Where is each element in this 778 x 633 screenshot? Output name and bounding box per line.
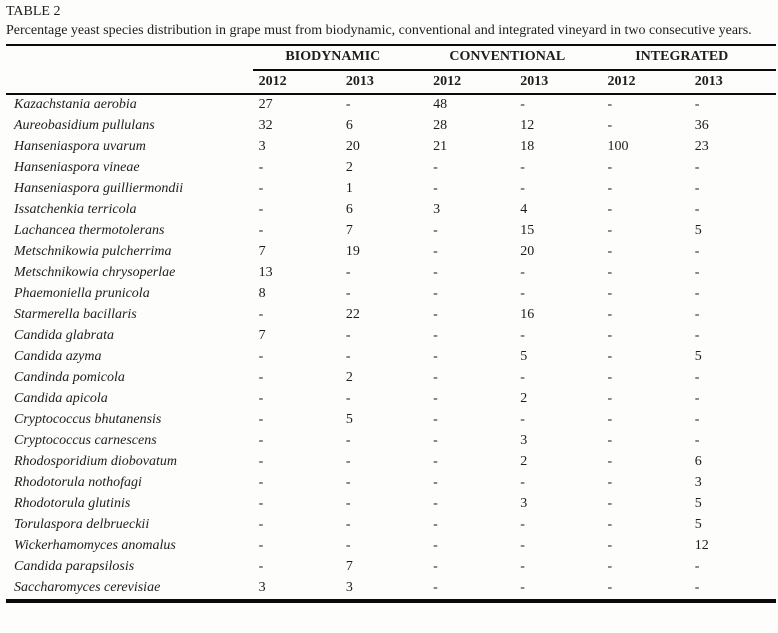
value-cell: - xyxy=(258,496,264,511)
value-cell: - xyxy=(433,559,438,574)
value-cell: 5 xyxy=(694,517,702,532)
value-cell: - xyxy=(433,580,438,595)
species-name: Hanseniaspora guilliermondii xyxy=(14,181,184,196)
table-row xyxy=(6,452,776,473)
value-cell: - xyxy=(520,412,525,427)
table-row xyxy=(6,221,776,242)
value-cell: - xyxy=(607,181,613,196)
value-cell: - xyxy=(258,307,264,322)
value-cell: - xyxy=(345,517,351,532)
species-name: Lachancea thermotolerans xyxy=(14,223,165,238)
value-cell: 3 xyxy=(520,433,528,448)
value-cell: - xyxy=(607,370,613,385)
value-cell: - xyxy=(520,370,525,385)
value-cell: - xyxy=(258,412,264,427)
yeast-distribution-table xyxy=(6,44,776,603)
value-cell: - xyxy=(433,181,438,196)
value-cell: - xyxy=(694,328,700,343)
species-name: Metschnikowia chrysoperlae xyxy=(14,265,176,280)
value-cell: 23 xyxy=(694,139,709,154)
value-cell: 2 xyxy=(520,391,528,406)
value-cell: 5 xyxy=(694,349,702,364)
value-cell: - xyxy=(607,433,613,448)
species-name: Candida glabrata xyxy=(14,328,114,343)
value-cell: 3 xyxy=(345,580,353,595)
table-row xyxy=(6,431,776,452)
value-cell: - xyxy=(607,454,613,469)
table-row xyxy=(6,137,776,158)
value-cell: - xyxy=(433,160,438,175)
value-cell: 32 xyxy=(258,118,273,133)
group-header-biodynamic: BIODYNAMIC xyxy=(253,45,427,70)
value-cell: 6 xyxy=(345,202,353,217)
value-cell: 4 xyxy=(520,202,528,217)
value-cell: - xyxy=(345,454,351,469)
value-cell: - xyxy=(607,559,613,574)
value-cell: 20 xyxy=(345,139,360,154)
value-cell: - xyxy=(433,517,438,532)
value-cell: - xyxy=(694,160,700,175)
value-cell: - xyxy=(607,118,613,133)
table-row xyxy=(6,578,776,601)
species-name: Metschnikowia pulcherrima xyxy=(14,244,172,259)
value-cell: - xyxy=(520,181,525,196)
value-cell: - xyxy=(258,454,264,469)
value-cell: - xyxy=(433,244,438,259)
species-name: Wickerhamomyces anomalus xyxy=(14,538,176,553)
value-cell: - xyxy=(258,517,264,532)
value-cell: 7 xyxy=(258,328,266,343)
value-cell: 5 xyxy=(345,412,353,427)
year-header-row xyxy=(6,70,776,94)
value-cell: - xyxy=(520,538,525,553)
table-row xyxy=(6,116,776,137)
value-cell: - xyxy=(258,559,264,574)
species-name: Cryptococcus bhutanensis xyxy=(14,412,162,427)
value-cell: - xyxy=(258,370,264,385)
species-name: Candinda pomicola xyxy=(14,370,125,385)
value-cell: 18 xyxy=(520,139,535,154)
value-cell: - xyxy=(258,202,264,217)
value-cell: 8 xyxy=(258,286,266,301)
value-cell: 6 xyxy=(694,454,702,469)
value-cell: 21 xyxy=(433,139,448,154)
corner-cell xyxy=(6,45,253,70)
table-row xyxy=(6,94,776,116)
group-header-integrated: INTEGRATED xyxy=(602,45,776,70)
table-row xyxy=(6,515,776,536)
value-cell: 13 xyxy=(258,265,273,280)
value-cell: - xyxy=(520,160,525,175)
value-cell: - xyxy=(258,433,264,448)
value-cell: - xyxy=(258,391,264,406)
value-cell: 3 xyxy=(258,580,266,595)
value-cell: - xyxy=(694,412,700,427)
value-cell: - xyxy=(345,538,351,553)
value-cell: - xyxy=(694,265,700,280)
value-cell: - xyxy=(433,433,438,448)
value-cell: - xyxy=(520,475,525,490)
value-cell: - xyxy=(258,223,264,238)
table-row xyxy=(6,410,776,431)
value-cell: - xyxy=(607,265,613,280)
species-name: Rhodotorula glutinis xyxy=(14,496,131,511)
year-header: 2012 xyxy=(427,70,514,94)
value-cell: - xyxy=(258,181,264,196)
value-cell: 3 xyxy=(433,202,441,217)
value-cell: 6 xyxy=(345,118,353,133)
species-name: Cryptococcus carnescens xyxy=(14,433,157,448)
species-name: Saccharomyces cerevisiae xyxy=(14,580,161,595)
value-cell: - xyxy=(433,370,438,385)
table-row xyxy=(6,494,776,515)
species-name: Candida parapsilosis xyxy=(14,559,135,574)
value-cell: - xyxy=(694,202,700,217)
value-cell: - xyxy=(345,496,351,511)
table-row xyxy=(6,389,776,410)
value-cell: - xyxy=(607,349,613,364)
value-cell: 5 xyxy=(520,349,528,364)
value-cell: - xyxy=(694,580,700,595)
value-cell: - xyxy=(345,475,351,490)
table-row xyxy=(6,200,776,221)
value-cell: - xyxy=(345,286,351,301)
value-cell: - xyxy=(433,475,438,490)
value-cell: - xyxy=(520,286,525,301)
species-name: Hanseniaspora uvarum xyxy=(14,139,146,154)
species-name: Issatchenkia terricola xyxy=(14,202,137,217)
value-cell: - xyxy=(607,223,613,238)
value-cell: 15 xyxy=(520,223,535,238)
table-row xyxy=(6,347,776,368)
year-header: 2013 xyxy=(340,70,427,94)
species-name: Aureobasidium pullulans xyxy=(14,118,155,133)
value-cell: 7 xyxy=(258,244,266,259)
value-cell: 7 xyxy=(345,223,353,238)
corner-cell xyxy=(6,70,253,94)
value-cell: - xyxy=(607,244,613,259)
value-cell: 16 xyxy=(520,307,535,322)
value-cell: - xyxy=(694,370,700,385)
table-row xyxy=(6,263,776,284)
value-cell: - xyxy=(345,349,351,364)
value-cell: 27 xyxy=(258,97,273,112)
table-row xyxy=(6,473,776,494)
value-cell: - xyxy=(607,517,613,532)
value-cell: 22 xyxy=(345,307,360,322)
value-cell: 100 xyxy=(607,139,629,154)
year-header: 2013 xyxy=(689,70,776,94)
species-name: Candida apicola xyxy=(14,391,108,406)
value-cell: 20 xyxy=(520,244,535,259)
value-cell: - xyxy=(607,391,613,406)
value-cell: - xyxy=(607,538,613,553)
value-cell: 2 xyxy=(520,454,528,469)
value-cell: 7 xyxy=(345,559,353,574)
value-cell: 5 xyxy=(694,223,702,238)
value-cell: - xyxy=(607,202,613,217)
species-name: Starmerella bacillaris xyxy=(14,307,137,322)
value-cell: - xyxy=(520,580,525,595)
species-name: Hanseniaspora vineae xyxy=(14,160,140,175)
group-header-conventional: CONVENTIONAL xyxy=(427,45,601,70)
value-cell: - xyxy=(433,412,438,427)
value-cell: - xyxy=(694,181,700,196)
value-cell: - xyxy=(694,97,700,112)
value-cell: 2 xyxy=(345,160,353,175)
table-label: TABLE 2 xyxy=(6,4,61,19)
species-name: Phaemoniella prunicola xyxy=(14,286,150,301)
value-cell: 12 xyxy=(520,118,535,133)
table-row xyxy=(6,179,776,200)
value-cell: - xyxy=(433,307,438,322)
value-cell: - xyxy=(433,349,438,364)
table-row xyxy=(6,158,776,179)
table-row xyxy=(6,368,776,389)
value-cell: 36 xyxy=(694,118,709,133)
value-cell: - xyxy=(607,307,613,322)
value-cell: - xyxy=(345,265,351,280)
value-cell: - xyxy=(433,265,438,280)
value-cell: - xyxy=(433,454,438,469)
value-cell: - xyxy=(607,412,613,427)
table-row xyxy=(6,326,776,347)
value-cell: 1 xyxy=(345,181,353,196)
value-cell: 19 xyxy=(345,244,360,259)
value-cell: - xyxy=(520,559,525,574)
table-caption: Percentage yeast species distribution in grape must from biodynamic, conventional and integrated vineyard in two consecutive years. xyxy=(6,23,752,38)
value-cell: 3 xyxy=(520,496,528,511)
value-cell: - xyxy=(694,433,700,448)
year-header: 2013 xyxy=(514,70,601,94)
table-body xyxy=(6,94,776,601)
value-cell: - xyxy=(345,328,351,343)
value-cell: - xyxy=(694,307,700,322)
value-cell: - xyxy=(694,244,700,259)
value-cell: 5 xyxy=(694,496,702,511)
value-cell: 48 xyxy=(433,97,448,112)
value-cell: - xyxy=(607,286,613,301)
value-cell: 2 xyxy=(345,370,353,385)
species-name: Candida azyma xyxy=(14,349,102,364)
value-cell: - xyxy=(694,391,700,406)
table-row xyxy=(6,284,776,305)
value-cell: - xyxy=(607,160,613,175)
value-cell: - xyxy=(258,160,264,175)
species-name: Torulaspora delbrueckii xyxy=(14,517,150,532)
table-row xyxy=(6,536,776,557)
value-cell: - xyxy=(520,265,525,280)
value-cell: - xyxy=(607,475,613,490)
value-cell: - xyxy=(607,97,613,112)
value-cell: - xyxy=(607,496,613,511)
value-cell: - xyxy=(345,97,351,112)
value-cell: - xyxy=(607,580,613,595)
value-cell: - xyxy=(433,538,438,553)
table-row xyxy=(6,557,776,578)
value-cell: - xyxy=(520,328,525,343)
group-header-row xyxy=(6,45,776,70)
value-cell: 12 xyxy=(694,538,709,553)
year-header: 2012 xyxy=(253,70,340,94)
year-header: 2012 xyxy=(602,70,689,94)
value-cell: - xyxy=(433,223,438,238)
value-cell: 3 xyxy=(694,475,702,490)
value-cell: - xyxy=(694,286,700,301)
value-cell: - xyxy=(345,391,351,406)
value-cell: - xyxy=(258,475,264,490)
value-cell: - xyxy=(433,391,438,406)
table-row xyxy=(6,305,776,326)
value-cell: 3 xyxy=(258,139,266,154)
value-cell: 28 xyxy=(433,118,448,133)
table-row xyxy=(6,242,776,263)
value-cell: - xyxy=(258,349,264,364)
species-name: Kazachstania aerobia xyxy=(14,97,137,112)
species-name: Rhodosporidium diobovatum xyxy=(14,454,177,469)
value-cell: - xyxy=(607,328,613,343)
value-cell: - xyxy=(433,286,438,301)
value-cell: - xyxy=(433,496,438,511)
value-cell: - xyxy=(520,517,525,532)
value-cell: - xyxy=(433,328,438,343)
value-cell: - xyxy=(345,433,351,448)
species-name: Rhodotorula nothofagi xyxy=(14,475,142,490)
value-cell: - xyxy=(258,538,264,553)
value-cell: - xyxy=(520,97,525,112)
value-cell: - xyxy=(694,559,700,574)
